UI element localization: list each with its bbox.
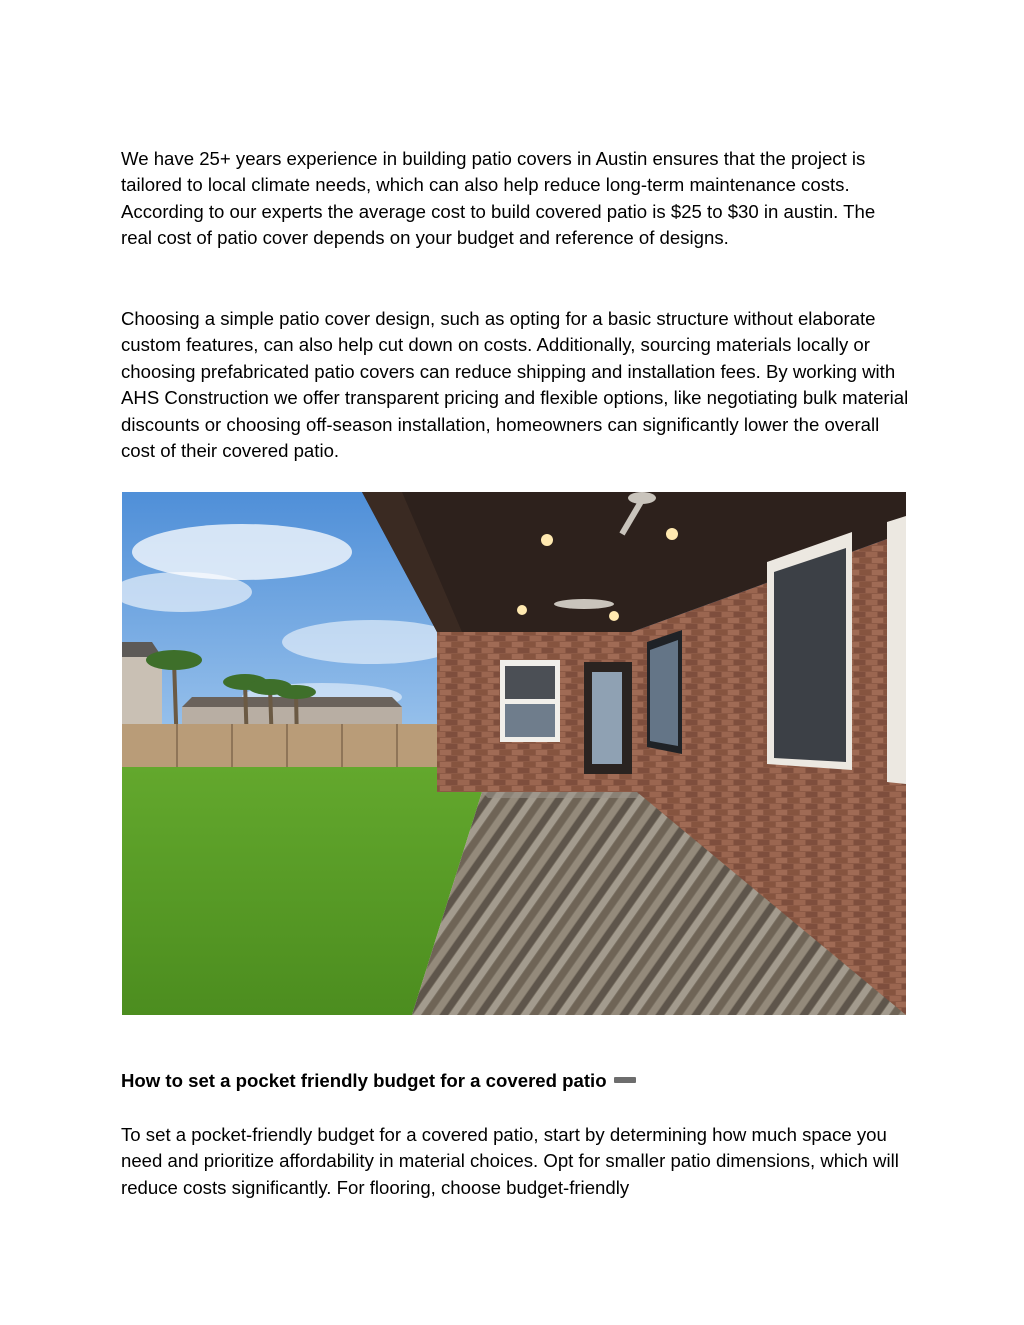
covered-patio-photo (122, 492, 906, 1015)
intro-paragraph-2: Choosing a simple patio cover design, such as opting for a basic structure without elaborate custom features, can also help cut down on costs. Additionally, sourcing materials locally or choosing prefabricated patio covers can reduce shipping and installation fees. By working with AHS Construction we offer transparent pricing and flexible options, like negotiating bulk material discounts or choosing off-season installation, homeowners can significantly lower the overall cost of their covered patio. (121, 308, 909, 462)
photo-icon (122, 492, 906, 1015)
section-paragraph: To set a pocket-friendly budget for a covered patio, start by determining how much space you need and prioritize affordability in material choices. Opt for smaller patio dimensions, which will reduce costs significantly. For flooring, choose budget-friendly (121, 1124, 899, 1198)
section-heading-text: How to set a pocket friendly budget for a covered patio (121, 1070, 607, 1091)
intro-paragraph-1: We have 25+ years experience in building patio covers in Austin ensures that the project is tailored to local climate needs, which can also help reduce long-term maintenance costs. According to our experts the average cost to build covered patio is $25 to $30 in austin. The real cost of patio cover depends on your budget and reference of designs. (121, 148, 876, 249)
section-heading (121, 1068, 636, 1094)
dash-icon (614, 1077, 636, 1083)
